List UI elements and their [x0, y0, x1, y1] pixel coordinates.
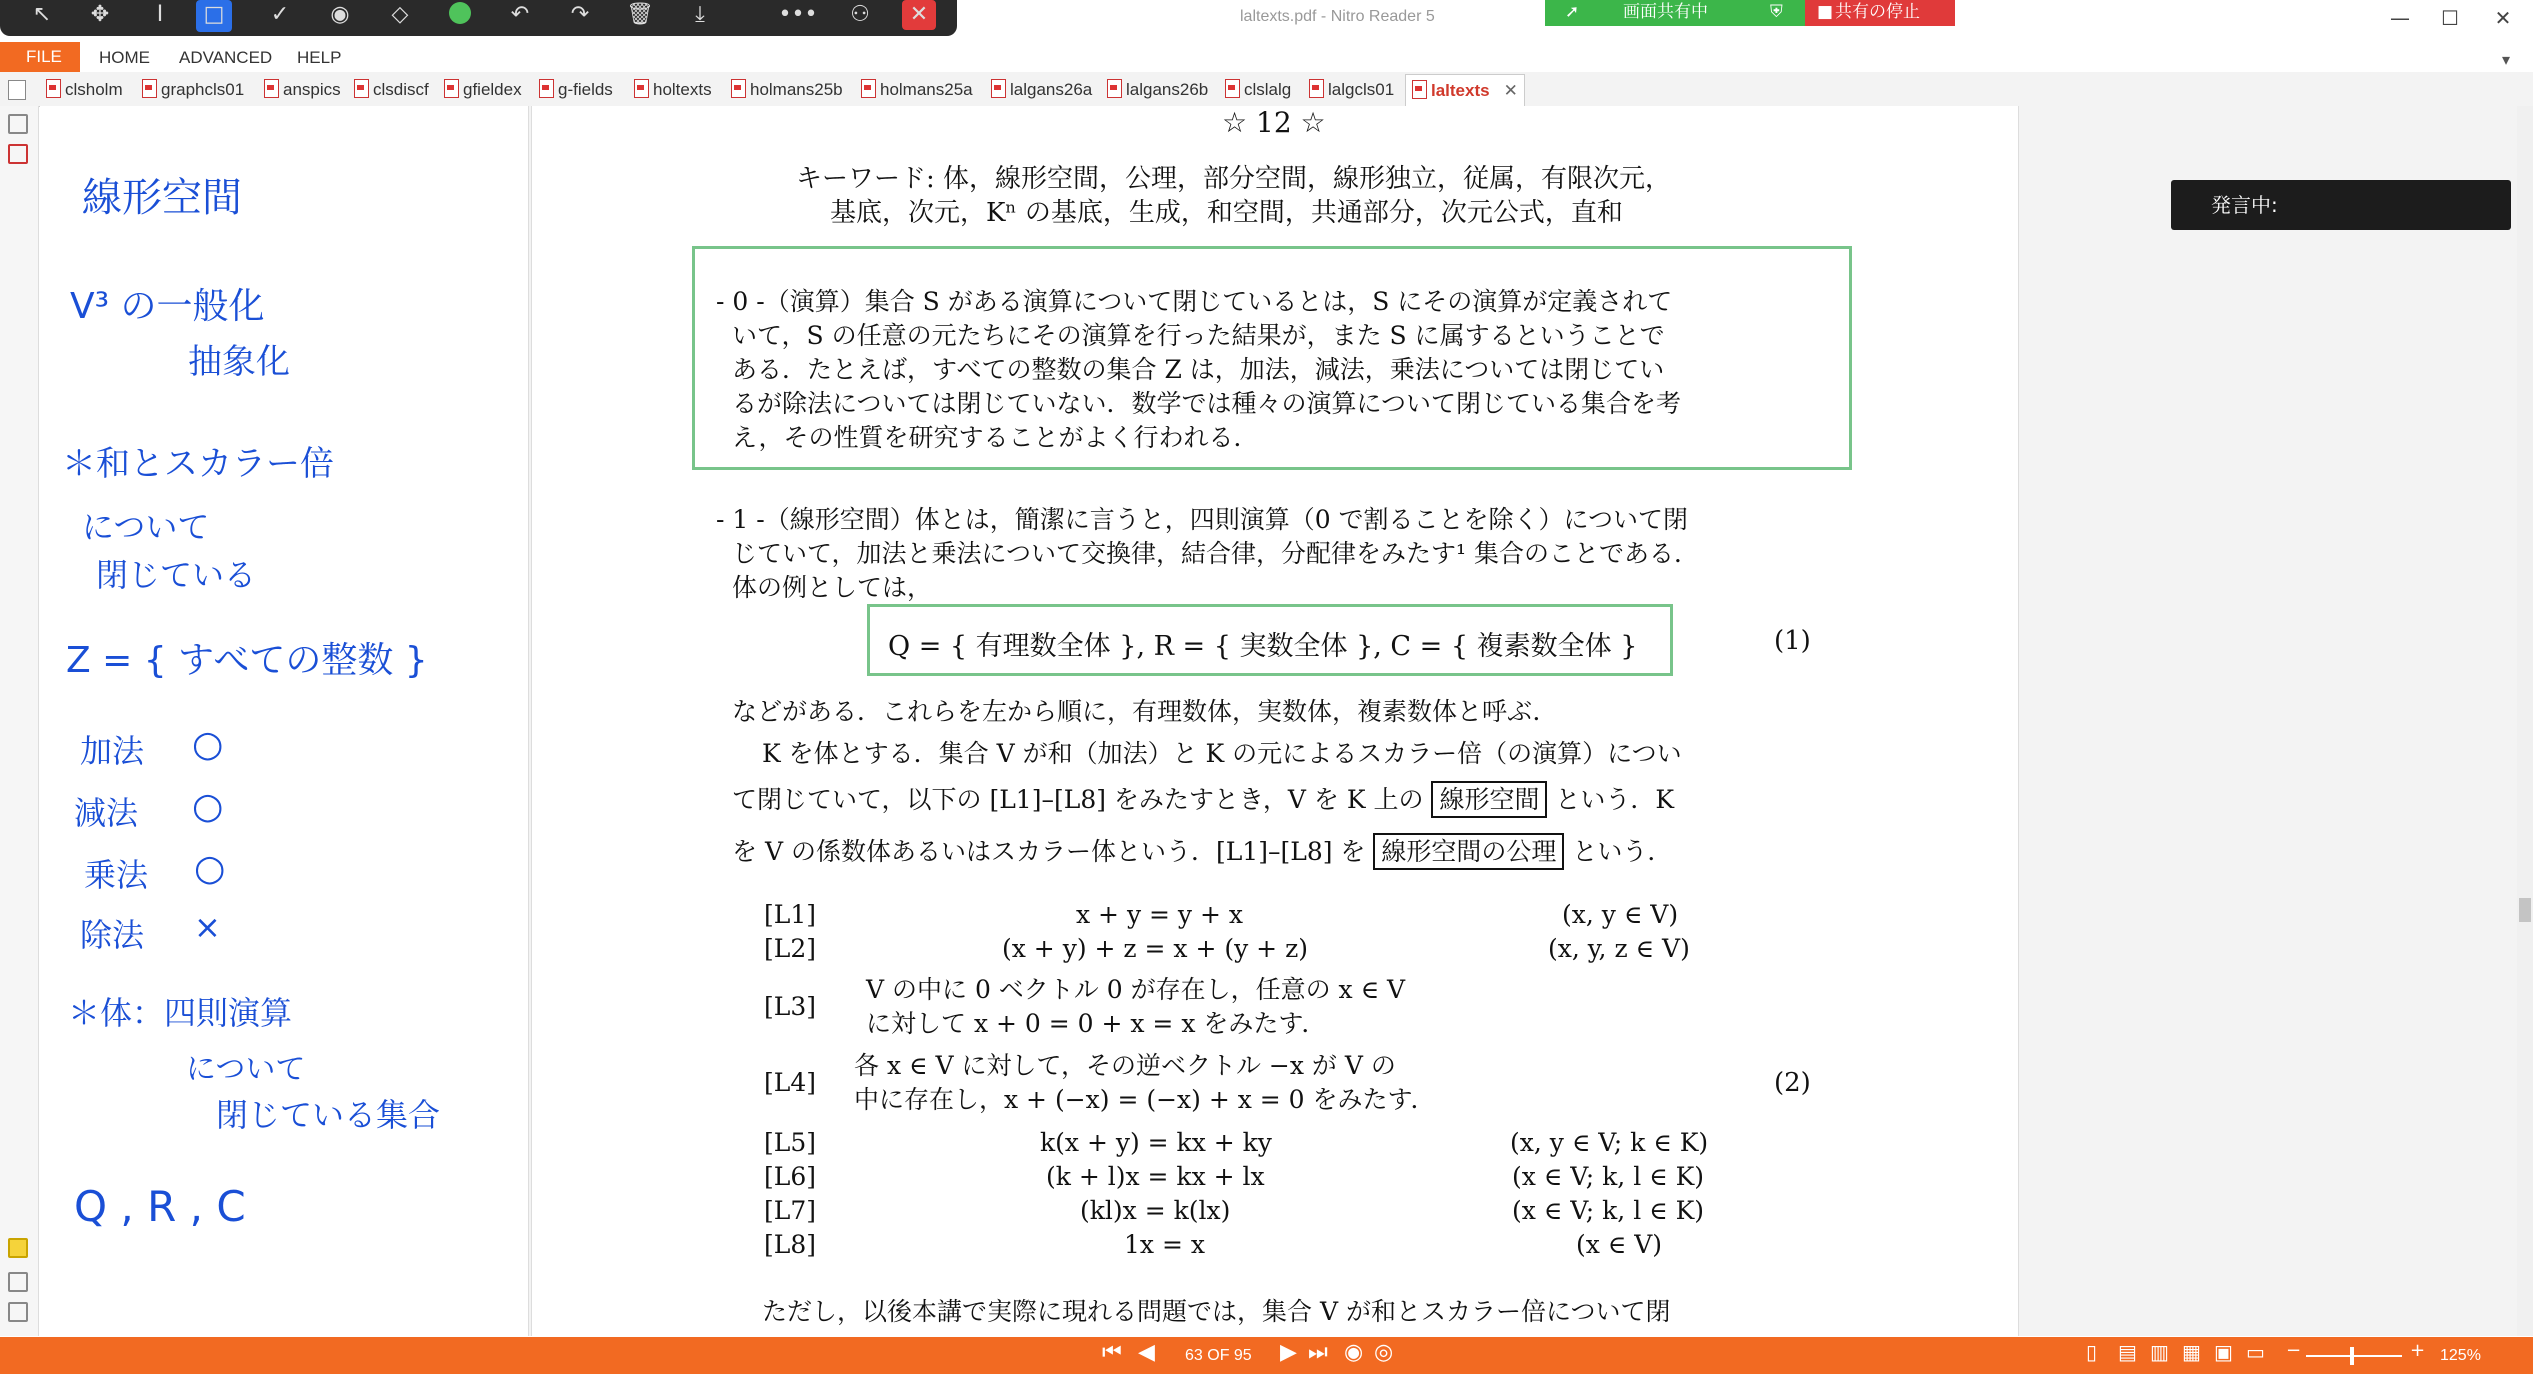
tab-label: lalgans26b: [1126, 80, 1209, 99]
tab-label: gfieldex: [463, 80, 522, 99]
share-status: 画面共有中: [1623, 2, 1708, 22]
menu-home[interactable]: HOME: [99, 48, 150, 67]
zoom-level[interactable]: 125%: [2440, 1347, 2481, 1364]
pdf-icon: [731, 79, 746, 98]
equation-number: (1): [1774, 626, 1811, 656]
tab-label: lalgans26a: [1010, 80, 1093, 99]
note-mark: ○: [192, 786, 224, 827]
text-run: という．: [1572, 837, 1673, 866]
axiom-condition: (x ∈ V; k, l ∈ K): [1512, 1162, 1705, 1191]
axiom-body: 1x = x: [1124, 1230, 1205, 1259]
pdf-icon: [264, 79, 279, 98]
axiom-body: k(x + y) = kx + ky: [1040, 1128, 1272, 1157]
keywords-line-1: キーワード: 体，線形空間，公理，部分空間，線形独立，従属，有限次元，: [796, 164, 1672, 194]
menu-help[interactable]: HELP: [297, 48, 342, 67]
left-side-rail: [0, 106, 39, 1336]
equation-1: Q = { 有理数全体 }, R = { 実数全体 }, C = { 複素数全体 }: [888, 631, 1638, 662]
attachment-icon[interactable]: [8, 1272, 28, 1292]
window-title: laltexts.pdf - Nitro Reader 5: [1240, 8, 1435, 25]
axiom-label: [L8]: [764, 1230, 817, 1259]
handwritten-notes-panel: [40, 106, 529, 1336]
axiom-body: (k + l)x = kx + lx: [1046, 1162, 1265, 1191]
paragraph-line: - 1 -（線形空間）体とは，簡潔に言うと，四則演算（0 で割ることを除く）について閉: [716, 505, 1689, 534]
paragraph-line: 体の例としては，: [732, 573, 933, 602]
note-line: 線形空間: [82, 175, 242, 221]
zoom-slider-thumb[interactable]: [2350, 1347, 2354, 1365]
tab-label: laltexts: [1431, 81, 1490, 100]
note-line: について: [82, 508, 210, 546]
note-line: ＊体：四則演算: [68, 994, 293, 1032]
rectangle-tool-icon[interactable]: □: [196, 0, 232, 32]
stamp-icon[interactable]: ◉: [330, 2, 350, 27]
color-picker-icon[interactable]: [440, 0, 480, 36]
pdf-icon: [1309, 79, 1324, 98]
zoom-in-icon[interactable]: +: [2410, 1340, 2426, 1361]
tab-gfieldex[interactable]: [444, 78, 522, 102]
tab-lalgans26a[interactable]: [991, 78, 1092, 102]
close-toolbar-icon[interactable]: ✕: [902, 0, 936, 30]
pdf-icon: [861, 79, 876, 98]
tab-anspics[interactable]: [264, 78, 341, 102]
zoom-slider-track[interactable]: [2306, 1355, 2402, 1357]
first-page-icon[interactable]: ⏮: [1102, 1340, 1122, 1365]
axiom-body: (x + y) + z = x + (y + z): [1002, 934, 1309, 963]
tab-laltexts[interactable]: [1405, 74, 1525, 107]
pdf-icon: [1225, 79, 1240, 98]
pdf-icon: [539, 79, 554, 98]
note-line: Z = { すべての整数 }: [66, 640, 428, 681]
download-icon[interactable]: ⤓: [695, 2, 705, 27]
tab-holmans25a[interactable]: [861, 78, 973, 102]
page-indicator[interactable]: 63 OF 95: [1185, 1347, 1252, 1364]
fit-page-icon[interactable]: ▣: [2214, 1340, 2233, 1364]
axiom-label: [L7]: [764, 1196, 817, 1225]
pdf-icon: [354, 79, 369, 98]
tab-graphcls01[interactable]: [142, 78, 244, 102]
note-line: 減法: [74, 794, 139, 832]
pdf-icon: [634, 79, 649, 98]
tab-label: graphcls01: [161, 80, 245, 99]
axiom-label: [L1]: [764, 900, 817, 929]
pdf-page: [531, 106, 2019, 1336]
axiom-body: x + y = y + x: [1076, 900, 1243, 929]
menu-bar: [0, 42, 2533, 73]
text-run: という．K: [1555, 785, 1675, 814]
paragraph-line: K を体とする．集合 V が和（加法）と K の元によるスカラー倍（の演算）につい: [762, 739, 1682, 768]
paragraph-line: え，その性質を研究することがよく行われる．: [732, 423, 1259, 452]
redo-icon[interactable]: ↷: [570, 2, 590, 27]
file-menu[interactable]: FILE: [0, 42, 80, 72]
move-icon[interactable]: ✥: [90, 2, 110, 27]
paragraph-line: じていて，加法と乗法について交換律，結合律，分配律をみたす¹ 集合のことである．: [732, 539, 1699, 568]
bookmark-icon[interactable]: [8, 144, 28, 164]
facing-view-icon[interactable]: ▥: [2150, 1340, 2169, 1364]
paragraph-line: いて，S の任意の元たちにその演算を行った結果が，また S に属するということで: [732, 321, 1665, 350]
check-icon[interactable]: ✓: [270, 2, 290, 27]
axiom-condition: (x ∈ V): [1576, 1230, 1663, 1259]
note-line: ＊和とスカラー倍: [62, 444, 334, 484]
tab-list-icon[interactable]: [8, 80, 26, 100]
scrollbar-thumb[interactable]: [2519, 898, 2531, 922]
keyword-box: 線形空間の公理: [1373, 833, 1564, 870]
axiom-label: [L3]: [764, 992, 817, 1021]
note-mark: ○: [194, 848, 226, 889]
axiom-label: [L5]: [764, 1128, 817, 1157]
fit-width-icon[interactable]: ▭: [2246, 1340, 2265, 1364]
tab-lalgans26b[interactable]: [1107, 78, 1208, 102]
axiom-body: 各 x ∈ V に対して，その逆ベクトル −x が V の: [854, 1051, 1396, 1080]
paragraph-line: [732, 780, 1674, 816]
paragraph-line: ただし，以後本講で実際に現れる問題では，集合 V が和とスカラー倍について閉: [762, 1297, 1671, 1326]
pdf-icon: [444, 79, 459, 98]
ribbon-collapse-icon[interactable]: ▾: [2502, 50, 2511, 69]
tab-label: holmans25a: [880, 80, 973, 99]
back-view-icon[interactable]: ◉: [1344, 1340, 1364, 1365]
pdf-icon: [142, 79, 157, 98]
axiom-label: [L6]: [764, 1162, 817, 1191]
axiom-condition: (x, y ∈ V; k ∈ K): [1510, 1128, 1709, 1157]
pdf-icon: [1412, 80, 1427, 99]
maximize-button[interactable]: ☐: [2441, 6, 2459, 30]
more-icon[interactable]: •••: [778, 2, 818, 27]
axiom-body: に対して x + 0 = 0 + x = x をみたす．: [866, 1009, 1327, 1038]
note-line: 除法: [80, 916, 145, 954]
note-mark: ×: [194, 908, 221, 946]
paragraph-line: - 0 -（演算）集合 S がある演算について閉じているとは，S にその演算が定義されて: [716, 287, 1673, 316]
undo-icon[interactable]: ↶: [510, 2, 530, 27]
speaker-indicator: 発言中:: [2171, 180, 2511, 230]
page-header: ☆ 12 ☆: [1222, 106, 1326, 139]
note-line: 抽象化: [188, 342, 290, 382]
tab-label: holmans25b: [750, 80, 843, 99]
close-tab-icon[interactable]: ✕: [1503, 81, 1518, 100]
axiom-body: V の中に 0 ベクトル 0 が存在し，任意の x ∈ V: [866, 975, 1406, 1004]
layers-icon[interactable]: [8, 1302, 28, 1322]
text-run: て閉じていて，以下の [L1]–[L8] をみたすとき，V を K 上の: [732, 785, 1424, 814]
stop-share-label: 共有の停止: [1835, 2, 1920, 22]
tab-clsholm[interactable]: [46, 78, 123, 102]
keyword-box: 線形空間: [1431, 781, 1547, 818]
tab-holmans25b[interactable]: [731, 78, 843, 102]
axiom-condition: (x, y ∈ V): [1562, 900, 1679, 929]
previous-page-icon[interactable]: ◀: [1138, 1340, 1155, 1365]
share-icon: ➚: [1565, 2, 1580, 22]
tab-lalgcls01[interactable]: [1309, 78, 1394, 102]
text-cursor-icon[interactable]: I: [156, 2, 164, 27]
note-line: 乗法: [84, 856, 149, 894]
paragraph-line: [732, 832, 1672, 868]
paragraph-line: るが除法については閉じていない．数学では種々の演算について閉じている集合を考: [732, 389, 1682, 418]
pdf-icon: [1107, 79, 1122, 98]
forward-view-icon[interactable]: ◎: [1374, 1340, 1394, 1365]
note-line: Q , R , C: [74, 1182, 246, 1231]
continuous-view-icon[interactable]: ▤: [2118, 1340, 2137, 1364]
axiom-label: [L4]: [764, 1068, 817, 1097]
note-line: 閉じている: [96, 556, 257, 594]
pointer-icon[interactable]: ↖: [32, 2, 52, 27]
annotation-toolbar: [0, 0, 957, 36]
pdf-icon: [46, 79, 61, 98]
comment-icon[interactable]: [8, 1238, 28, 1258]
next-page-icon[interactable]: ▶: [1280, 1340, 1297, 1365]
tab-clslalg[interactable]: [1225, 78, 1291, 102]
equation-number: (2): [1774, 1068, 1811, 1098]
axiom-condition: (x, y, z ∈ V): [1548, 934, 1690, 963]
tab-g-fields[interactable]: [539, 78, 613, 102]
last-page-icon[interactable]: ⏭: [1308, 1340, 1328, 1365]
axiom-label: [L2]: [764, 934, 817, 963]
menu-advanced[interactable]: ADVANCED: [179, 48, 273, 67]
tab-label: lalgcls01: [1328, 80, 1395, 99]
vertical-scrollbar[interactable]: [2517, 106, 2533, 1336]
zoom-out-icon[interactable]: −: [2286, 1340, 2302, 1361]
facing-continuous-view-icon[interactable]: ▦: [2182, 1340, 2201, 1364]
paragraph-line: ある．たとえば，すべての整数の集合 Z は，加法，減法，乗法については閉じてい: [732, 355, 1665, 384]
tab-label: holtexts: [653, 80, 712, 99]
axiom-body: (kl)x = k(lx): [1080, 1196, 1231, 1225]
note-line: 閉じている集合: [216, 1096, 441, 1134]
keywords-line-2: 基底，次元，Kⁿ の基底，生成，和空間，共通部分，次元公式，直和: [830, 198, 1623, 228]
shield-icon: ⛨: [1770, 2, 1783, 22]
axiom-body: 中に存在し，x + (−x) = (−x) + x = 0 をみたす．: [854, 1085, 1436, 1114]
close-window-button[interactable]: ✕: [2494, 6, 2512, 30]
tab-label: clslalg: [1244, 80, 1292, 99]
tab-label: clsholm: [65, 80, 123, 99]
single-page-view-icon[interactable]: ▯: [2086, 1340, 2098, 1364]
note-mark: ○: [192, 724, 224, 765]
minimize-button[interactable]: —: [2390, 6, 2410, 30]
paragraph-line: などがある．これらを左から順に，有理数体，実数体，複素数体と呼ぶ．: [732, 697, 1558, 726]
tab-label: g-fields: [558, 80, 613, 99]
tab-holtexts[interactable]: [634, 78, 712, 102]
eraser-icon[interactable]: ◇: [391, 2, 409, 27]
stop-share-button[interactable]: [1805, 0, 1955, 26]
note-line: V³ の一般化: [70, 286, 265, 327]
text-run: を V の係数体あるいはスカラー体という．[L1]–[L8] を: [732, 837, 1366, 866]
tab-clsdiscf[interactable]: [354, 78, 429, 102]
stop-icon: ■: [1817, 2, 1834, 22]
tab-label: clsdiscf: [373, 80, 429, 99]
trash-icon[interactable]: 🗑: [626, 2, 654, 27]
note-line: について: [186, 1052, 306, 1087]
participants-icon[interactable]: ⚇: [850, 2, 870, 27]
note-line: 加法: [80, 732, 145, 770]
axiom-condition: (x ∈ V; k, l ∈ K): [1512, 1196, 1705, 1225]
pages-icon[interactable]: [8, 114, 28, 134]
tab-label: anspics: [283, 80, 341, 99]
pdf-icon: [991, 79, 1006, 98]
